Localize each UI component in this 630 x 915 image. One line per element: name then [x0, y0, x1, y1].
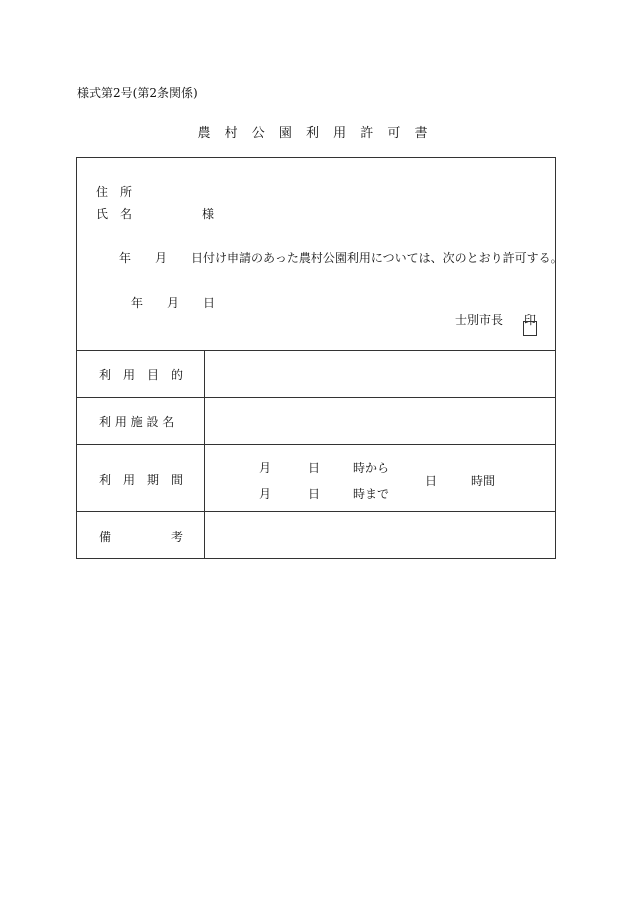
document-title: 農 村 公 園 利 用 許 可 書 — [197, 126, 433, 141]
divider-header — [77, 350, 555, 351]
date-year: 年 — [131, 296, 144, 310]
remarks-label: 備 考 — [99, 530, 184, 544]
statement-text: 日付け申請のあった農村公園利用については、次のとおり許可する。 — [191, 251, 563, 265]
period-end-day: 日 — [308, 487, 321, 501]
seal-label: 印 — [524, 313, 537, 327]
divider-period — [77, 511, 555, 512]
period-label: 利 用 期 間 — [99, 473, 184, 487]
address-label: 住 所 — [96, 185, 133, 199]
honorific: 様 — [202, 207, 215, 221]
statement-month: 月 — [155, 251, 168, 265]
permit-form — [76, 157, 563, 559]
divider-facility — [77, 444, 555, 445]
divider-purpose — [77, 397, 555, 398]
period-end-month: 月 — [259, 487, 272, 501]
statement-year: 年 — [119, 251, 132, 265]
period-total-days: 日 — [425, 474, 438, 488]
period-start-day: 日 — [308, 461, 321, 475]
seal-box — [523, 321, 537, 336]
date-day: 日 — [203, 296, 216, 310]
issuer-name: 士別市長 — [455, 313, 504, 327]
date-month: 月 — [167, 296, 180, 310]
name-label: 氏 名 — [96, 207, 133, 221]
purpose-label: 利 用 目 的 — [99, 368, 184, 382]
period-start-time: 時から — [353, 461, 390, 475]
label-column-divider — [204, 350, 205, 558]
period-start-month: 月 — [259, 461, 272, 475]
period-total-hours: 時間 — [471, 474, 496, 488]
form-reference: 様式第2号(第2条関係) — [77, 86, 198, 100]
period-end-time: 時まで — [353, 487, 390, 501]
facility-label: 利 用 施 設 名 — [99, 415, 175, 429]
